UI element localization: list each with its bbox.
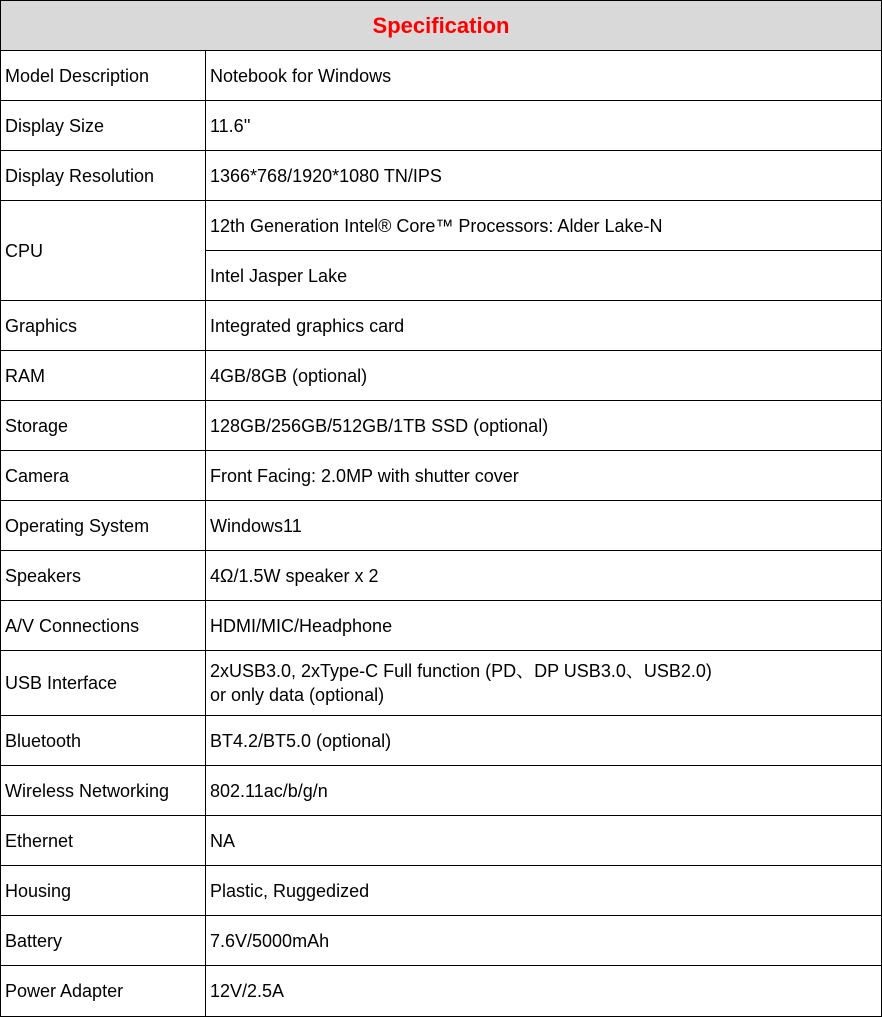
table-row bbox=[1, 401, 882, 451]
row-value: 12th Generation Intel® Core™ Processors: Alder Lake-N bbox=[206, 201, 882, 251]
row-value: Front Facing: 2.0MP with shutter cover bbox=[206, 451, 882, 501]
row-label: Storage bbox=[1, 401, 206, 451]
row-label: Power Adapter bbox=[1, 966, 206, 1017]
row-label: Battery bbox=[1, 916, 206, 966]
table-row bbox=[1, 866, 882, 916]
row-label: Ethernet bbox=[1, 816, 206, 866]
table-row bbox=[1, 351, 882, 401]
row-label: Camera bbox=[1, 451, 206, 501]
row-value: 4Ω/1.5W speaker x 2 bbox=[206, 551, 882, 601]
table-row bbox=[1, 551, 882, 601]
table-row bbox=[1, 601, 882, 651]
table-row bbox=[1, 651, 882, 716]
row-value: Notebook for Windows bbox=[206, 51, 882, 101]
row-value: 4GB/8GB (optional) bbox=[206, 351, 882, 401]
row-label: Housing bbox=[1, 866, 206, 916]
table-row bbox=[1, 501, 882, 551]
row-label: Graphics bbox=[1, 301, 206, 351]
row-label: A/V Connections bbox=[1, 601, 206, 651]
row-value: NA bbox=[206, 816, 882, 866]
table-row bbox=[1, 201, 882, 251]
row-label: CPU bbox=[1, 201, 206, 301]
table-row bbox=[1, 301, 882, 351]
row-value: BT4.2/BT5.0 (optional) bbox=[206, 716, 882, 766]
row-label: Wireless Networking bbox=[1, 766, 206, 816]
row-value: Windows11 bbox=[206, 501, 882, 551]
row-label: RAM bbox=[1, 351, 206, 401]
row-value: 802.11ac/b/g/n bbox=[206, 766, 882, 816]
row-value: 7.6V/5000mAh bbox=[206, 916, 882, 966]
row-value: 11.6'' bbox=[206, 101, 882, 151]
row-value: Plastic, Ruggedized bbox=[206, 866, 882, 916]
row-label: Speakers bbox=[1, 551, 206, 601]
row-value: HDMI/MIC/Headphone bbox=[206, 601, 882, 651]
table-row bbox=[1, 716, 882, 766]
row-value: 128GB/256GB/512GB/1TB SSD (optional) bbox=[206, 401, 882, 451]
row-value: 1366*768/1920*1080 TN/IPS bbox=[206, 151, 882, 201]
row-label: Model Description bbox=[1, 51, 206, 101]
table-header-row bbox=[1, 1, 882, 51]
table-row bbox=[1, 816, 882, 866]
row-value: 12V/2.5A bbox=[206, 966, 882, 1017]
table-row bbox=[1, 51, 882, 101]
row-value bbox=[206, 651, 882, 716]
table-row bbox=[1, 451, 882, 501]
row-label: USB Interface bbox=[1, 651, 206, 716]
table-row bbox=[1, 151, 882, 201]
row-value: Integrated graphics card bbox=[206, 301, 882, 351]
row-label: Operating System bbox=[1, 501, 206, 551]
usb-value-line2: or only data (optional) bbox=[210, 685, 385, 705]
usb-value-line1: 2xUSB3.0, 2xType-C Full function (PD、DP USB3.0、USB2.0) bbox=[210, 661, 712, 681]
table-row bbox=[1, 916, 882, 966]
row-value: Intel Jasper Lake bbox=[206, 251, 882, 301]
table-row bbox=[1, 766, 882, 816]
row-label: Display Size bbox=[1, 101, 206, 151]
row-label: Bluetooth bbox=[1, 716, 206, 766]
table-title: Specification bbox=[1, 1, 882, 51]
table-row bbox=[1, 966, 882, 1017]
row-label: Display Resolution bbox=[1, 151, 206, 201]
table-row bbox=[1, 101, 882, 151]
